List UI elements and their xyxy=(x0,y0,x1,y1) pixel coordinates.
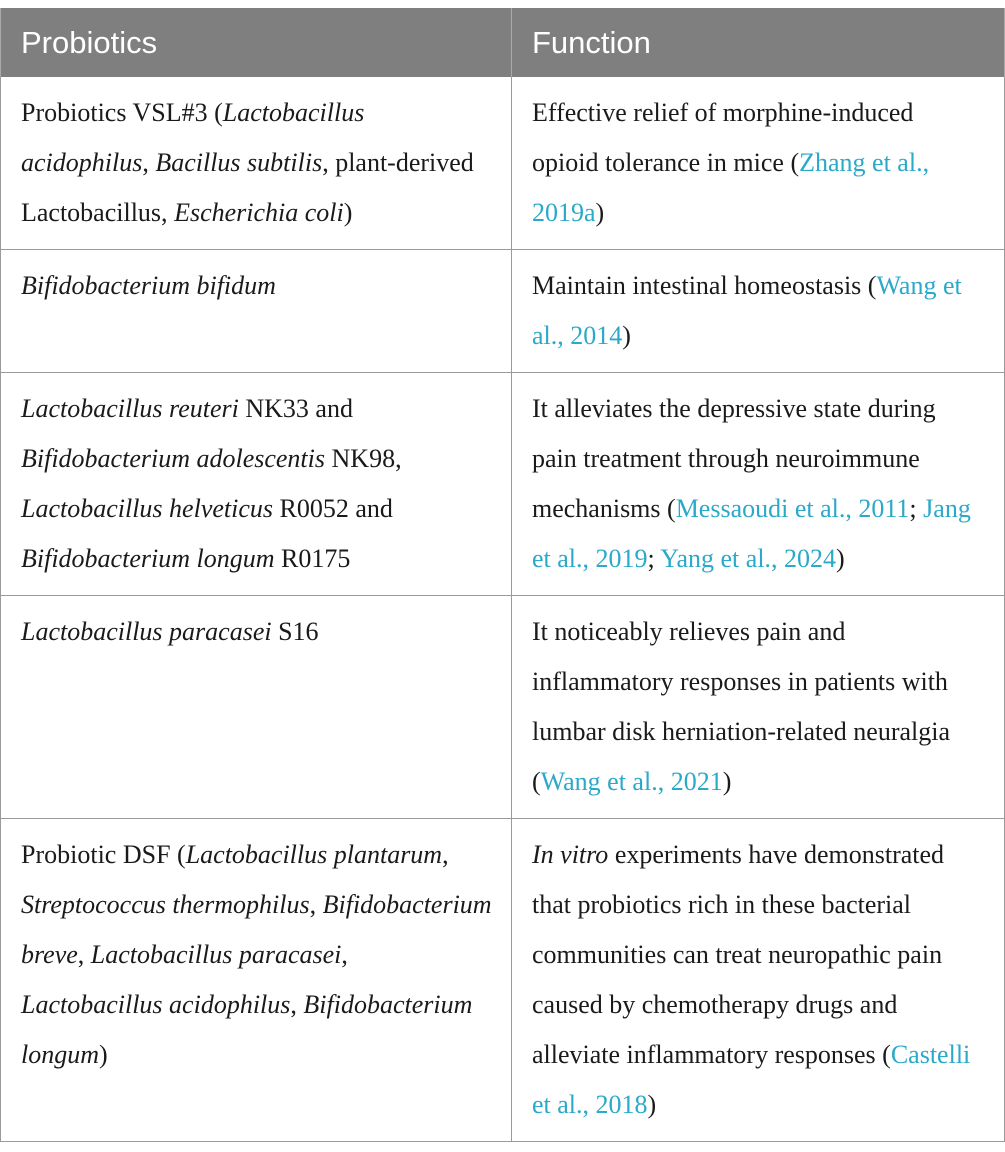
cell-probiotics xyxy=(1,819,512,1142)
cell-probiotics xyxy=(1,373,512,596)
species-name: Lactobacillus paracasei xyxy=(21,617,272,646)
species-name: Lactobacillus paracasei xyxy=(90,940,342,969)
species-name: Bifidobacterium adolescentis xyxy=(21,444,326,473)
cell-text: , xyxy=(442,840,449,869)
table-row xyxy=(1,77,1005,250)
citation-link[interactable]: Wang et al., 2021 xyxy=(540,767,723,796)
species-name: Streptococcus thermophilus xyxy=(21,890,310,919)
table-row xyxy=(1,596,1005,819)
cell-text: ; xyxy=(647,544,661,573)
species-name: Bifidobacterium breve xyxy=(21,890,492,969)
citation-link[interactable]: Wang et al., 2014 xyxy=(532,271,962,350)
cell-function xyxy=(512,596,1005,819)
probiotics-table xyxy=(0,8,1005,1142)
column-header-probiotics: Probiotics xyxy=(1,8,512,77)
cell-text: , plant-derived Lactobacillus, xyxy=(21,148,474,227)
table-row xyxy=(1,250,1005,373)
species-name: Bacillus subtilis xyxy=(155,148,323,177)
cell-text: Maintain intestinal homeostasis ( xyxy=(532,271,877,300)
cell-text: Probiotics VSL#3 ( xyxy=(21,98,223,127)
cell-text: R0052 and xyxy=(273,494,393,523)
cell-text: ) xyxy=(647,1090,657,1119)
cell-text: , xyxy=(142,148,156,177)
cell-text: ) xyxy=(836,544,845,573)
species-name: Bifidobacterium longum xyxy=(21,990,473,1069)
cell-probiotics xyxy=(1,77,512,250)
cell-text: ) xyxy=(722,767,732,796)
cell-text: R0175 xyxy=(274,544,351,573)
cell-function xyxy=(512,250,1005,373)
cell-text: Probiotic DSF ( xyxy=(21,840,186,869)
citation-link[interactable]: Castelli et al., 2018 xyxy=(532,1040,971,1119)
cell-text: S16 xyxy=(271,617,319,646)
cell-text: It noticeably relieves pain and inflammatory responses in patients with lumbar disk herniation-related neuralgia ( xyxy=(532,617,951,796)
column-header-function: Function xyxy=(512,8,1005,77)
cell-probiotics xyxy=(1,596,512,819)
citation-link[interactable]: Zhang et al., 2019a xyxy=(532,148,930,227)
species-name: Bifidobacterium longum xyxy=(21,544,275,573)
cell-text: , xyxy=(341,940,348,969)
species-name: Bifidobacterium bifidum xyxy=(21,271,276,300)
cell-function xyxy=(512,819,1005,1142)
species-name: Lactobacillus plantarum xyxy=(185,840,443,869)
cell-text: , xyxy=(77,940,91,969)
citation-link[interactable]: Yang et al., 2024 xyxy=(660,544,837,573)
table-body xyxy=(1,77,1005,1142)
cell-text: NK33 and xyxy=(238,394,353,423)
species-name: Lactobacillus acidophilus xyxy=(21,98,365,177)
cell-text: ; xyxy=(909,494,924,523)
cell-text: experiments have demonstrated that probiotics rich in these bacterial communities can treat neuropathic pain caused by chemotherapy drugs and alleviate inflammatory responses ( xyxy=(532,840,945,1069)
citation-link[interactable]: Jang et al., 2019 xyxy=(532,494,971,573)
species-name: Escherichia coli xyxy=(174,198,344,227)
table-row xyxy=(1,373,1005,596)
cell-text: ) xyxy=(343,198,353,227)
cell-text: ) xyxy=(99,1040,108,1069)
cell-function xyxy=(512,77,1005,250)
cell-function xyxy=(512,373,1005,596)
probiotics-table-container xyxy=(0,8,1005,1142)
citation-link[interactable]: Messaoudi et al., 2011 xyxy=(675,494,910,523)
species-name: Lactobacillus reuteri xyxy=(21,394,239,423)
cell-text: Effective relief of morphine-induced opioid tolerance in mice ( xyxy=(532,98,914,177)
species-name: Lactobacillus helveticus xyxy=(21,494,274,523)
species-name: Lactobacillus acidophilus xyxy=(21,990,291,1019)
cell-text: , xyxy=(309,890,323,919)
cell-text: , xyxy=(290,990,304,1019)
table-header-row xyxy=(1,8,1005,77)
species-name: In vitro xyxy=(532,840,609,869)
cell-probiotics xyxy=(1,250,512,373)
table-row xyxy=(1,819,1005,1142)
cell-text: NK98, xyxy=(325,444,402,473)
cell-text: It alleviates the depressive state during pain treatment through neuroimmune mechanisms ( xyxy=(532,394,936,523)
cell-text: ) xyxy=(595,198,605,227)
cell-text: ) xyxy=(622,321,631,350)
